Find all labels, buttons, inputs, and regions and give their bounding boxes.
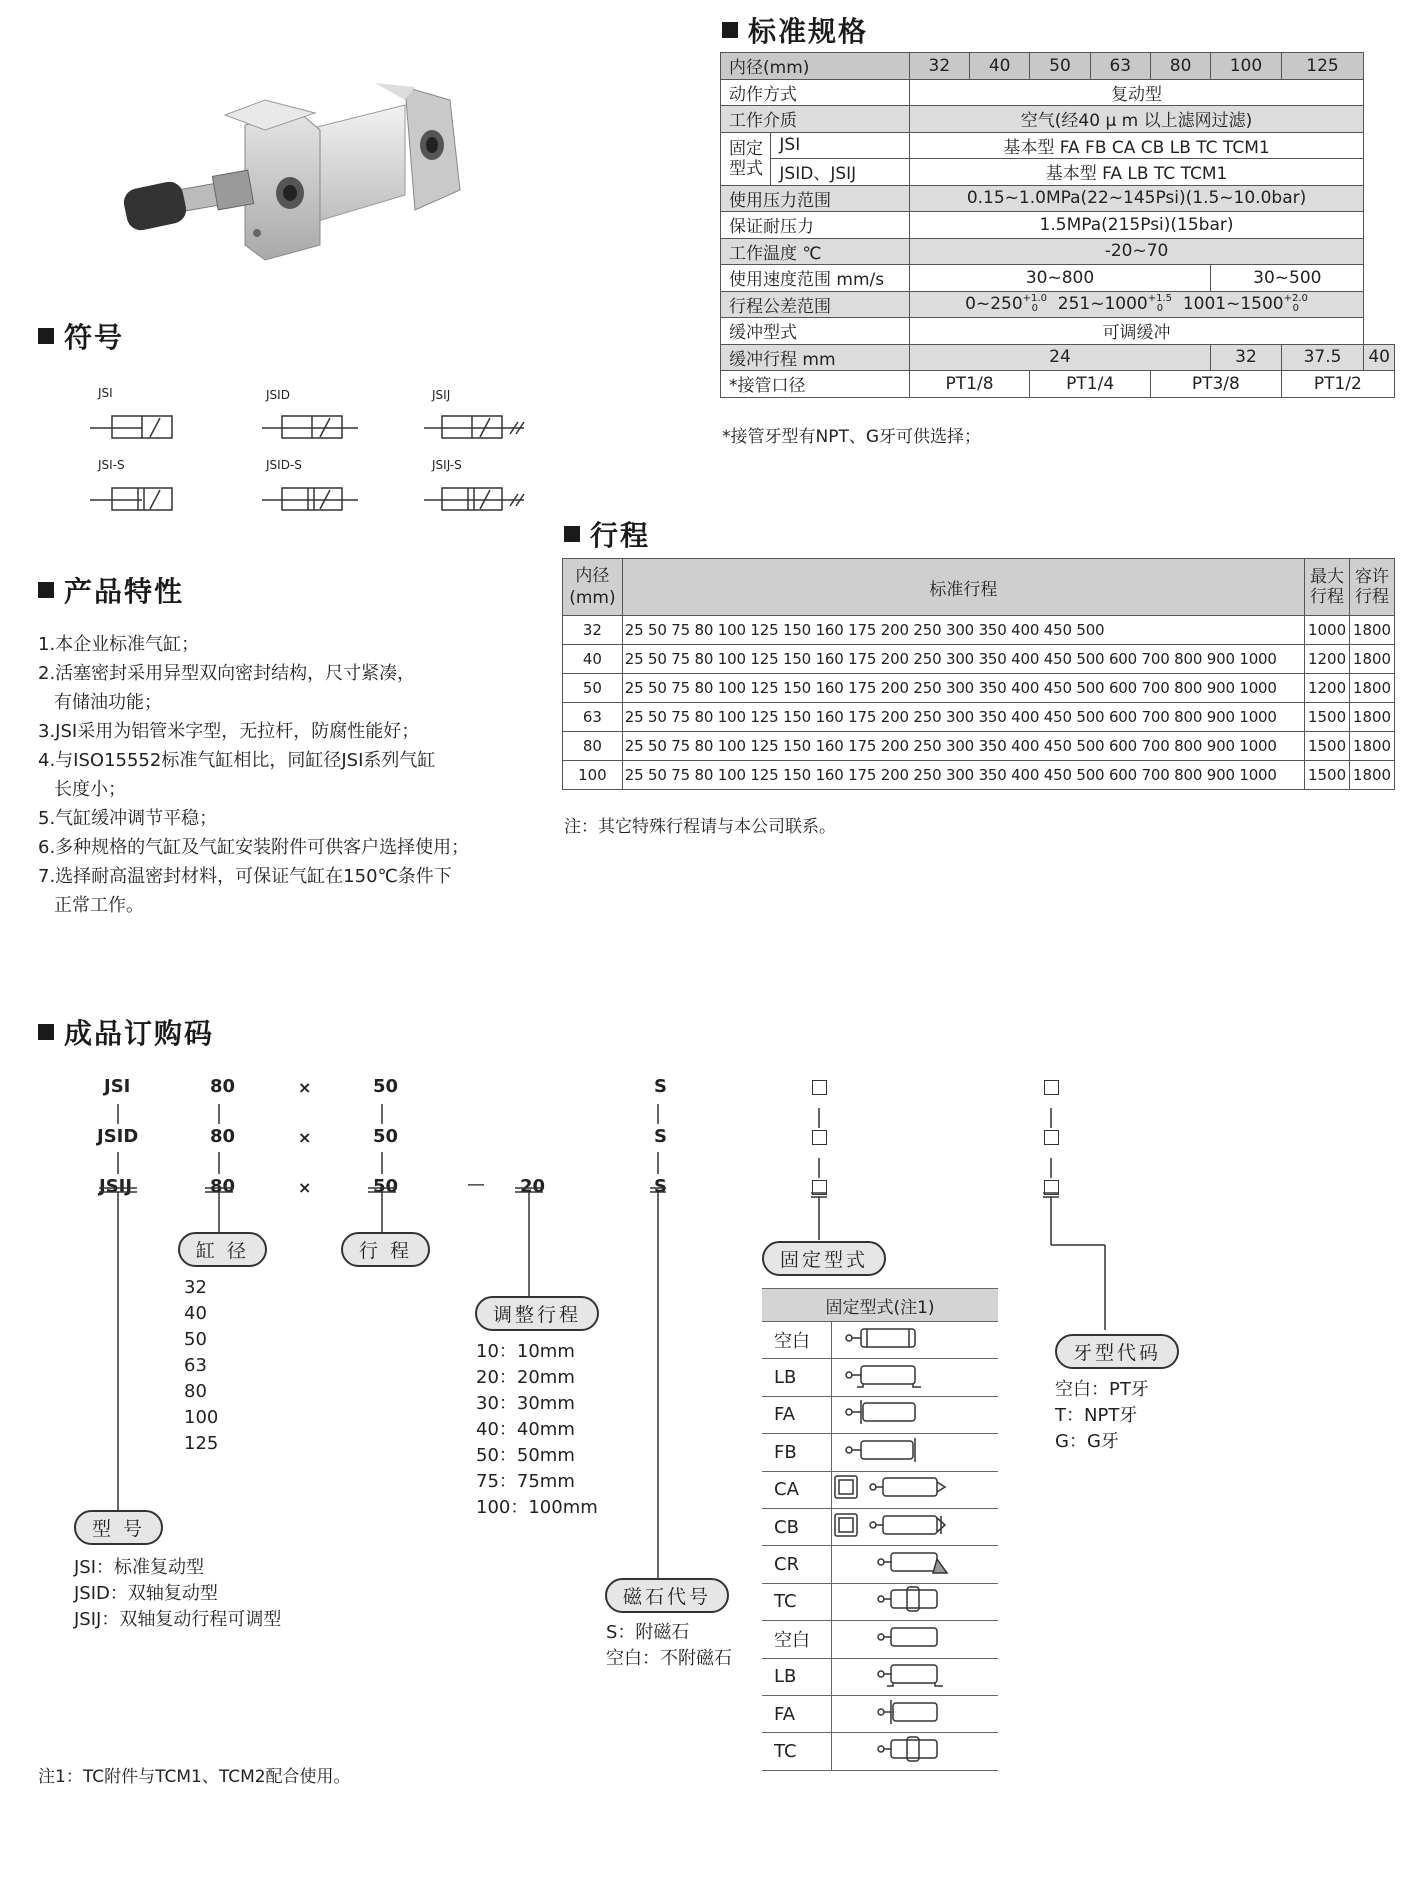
spec-action-label: 动作方式 xyxy=(721,79,910,106)
feature-item: 长度小； xyxy=(54,779,126,800)
stroke-table xyxy=(562,558,1395,790)
stroke-header-std: 标准行程 xyxy=(622,559,1304,616)
spec-pressure-value: 0.15~1.0MPa(22~145Psi)(1.5~10.0bar) xyxy=(909,185,1364,212)
spec-tol-value: 0~250 +1.0 0 251~1000 +1.5 0 1001~1500 +2.0 0 xyxy=(909,291,1364,318)
spec-proof-value: 1.5MPa(215Psi)(15bar) xyxy=(909,212,1364,239)
table-row: 50 25 50 75 80 100 125 150 160 175 200 250 300 350 400 450 500 600 700 800 900 1000 1200 1800 xyxy=(563,674,1395,703)
table-row: TC xyxy=(762,1583,998,1620)
spec-bore-value: 100 xyxy=(1211,53,1281,80)
pill-mount: 固定型式 xyxy=(762,1241,886,1276)
spec-bore-value: 50 xyxy=(1030,53,1090,80)
pill-thread: 牙型代码 xyxy=(1055,1334,1179,1369)
table-row: 32 25 50 75 80 100 125 150 160 175 200 250 300 350 400 450 500 1000 1800 xyxy=(563,616,1395,645)
mount-ca-icon xyxy=(832,1471,999,1508)
order-x: × xyxy=(298,1178,312,1197)
table-row: CB xyxy=(762,1508,998,1545)
mount-tc-icon xyxy=(832,1733,999,1770)
order-model-code: JSID xyxy=(97,1126,139,1147)
spec-cstroke-value: 24 xyxy=(909,344,1211,371)
table-row: 63 25 50 75 80 100 125 150 160 175 200 250 300 350 400 450 500 600 700 800 900 1000 1500 1800 xyxy=(563,703,1395,732)
feature-item: 7.选择耐高温密封材料，可保证气缸在150℃条件下 xyxy=(38,866,452,887)
symbol-label: JSIJ-S xyxy=(432,458,462,472)
spec-proof-label: 保证耐压力 xyxy=(721,212,910,239)
order-stroke-code: 50 xyxy=(373,1076,399,1097)
spec-mount-label: 固定 型式 xyxy=(721,132,771,185)
table-row: CA xyxy=(762,1471,998,1508)
spec-cstroke-label: 缓冲行程 mm xyxy=(721,344,910,371)
pill-bore: 缸 径 xyxy=(178,1232,267,1267)
mount-lb-icon xyxy=(832,1359,999,1396)
symbol-label: JSID-S xyxy=(266,458,302,472)
section-symbols-title: 符号 xyxy=(38,316,124,356)
spec-speed-value: 30~500 xyxy=(1211,265,1364,292)
feature-item: 1.本企业标准气缸； xyxy=(38,634,200,655)
table-row: 40 25 50 75 80 100 125 150 160 175 200 250 300 350 400 450 500 600 700 800 900 1000 1200 1800 xyxy=(563,645,1395,674)
order-stroke-code: 50 xyxy=(373,1176,399,1197)
table-row: LB xyxy=(762,1658,998,1695)
spec-bore-label: 内径(mm) xyxy=(721,53,910,80)
mount-basic-icon xyxy=(832,1322,999,1359)
spec-action-value: 复动型 xyxy=(909,79,1364,106)
order-bore-code: 80 xyxy=(210,1076,236,1097)
spec-bore-value: 63 xyxy=(1090,53,1150,80)
symbol-label: JSI-S xyxy=(98,458,125,472)
mount-lb-icon xyxy=(832,1658,999,1695)
table-row: TC xyxy=(762,1733,998,1770)
spec-speed-value: 30~800 xyxy=(909,265,1211,292)
mount-cr-icon xyxy=(832,1546,999,1583)
spec-temp-value: -20~70 xyxy=(909,238,1364,265)
mount-basic-icon xyxy=(832,1621,999,1658)
spec-pressure-label: 使用压力范围 xyxy=(721,185,910,212)
feature-item: 正常工作。 xyxy=(54,895,144,916)
mount-cb-icon xyxy=(832,1508,999,1545)
feature-item: 6.多种规格的气缸及气缸安装附件可供客户选择使用； xyxy=(38,837,470,858)
pill-stroke: 行 程 xyxy=(341,1232,430,1267)
order-mag-code: S xyxy=(654,1126,667,1147)
spec-port-value: PT3/8 xyxy=(1150,371,1281,398)
table-row: 空白 xyxy=(762,1322,998,1359)
spec-temp-label: 工作温度 ℃ xyxy=(721,238,910,265)
spec-mount-jsid: JSID、JSIJ xyxy=(771,159,909,186)
order-mag-code: S xyxy=(654,1076,667,1097)
mount-fb-icon xyxy=(832,1434,999,1471)
cylinder-product-image xyxy=(115,75,535,305)
spec-port-value: PT1/4 xyxy=(1030,371,1151,398)
table-row: CR xyxy=(762,1546,998,1583)
feature-item: 有储油功能； xyxy=(54,692,162,713)
mount-fa-icon xyxy=(832,1396,999,1433)
adjust-stroke-list: 10：10mm 20：20mm 30：30mm 40：40mm 50：50mm 75：75mm 100：100mm xyxy=(476,1341,598,1518)
mount-table xyxy=(762,1288,998,1771)
section-order-title: 成品订购码 xyxy=(38,1012,214,1052)
pill-model: 型 号 xyxy=(74,1510,163,1545)
stroke-note: 注：其它特殊行程请与本公司联系。 xyxy=(564,817,836,837)
mount-table-header: 固定型式(注1) xyxy=(762,1289,998,1322)
order-x: × xyxy=(298,1128,312,1147)
spec-medium-value: 空气(经40 μ m 以上滤网过滤) xyxy=(909,106,1364,133)
section-stroke-title: 行程 xyxy=(564,514,650,554)
symbol-label: JSIJ xyxy=(432,388,451,402)
spec-table xyxy=(720,52,1395,398)
thread-list: 空白：PT牙 T：NPT牙 G：G牙 xyxy=(1055,1379,1149,1452)
order-model-code: JSIJ xyxy=(99,1176,133,1197)
stroke-header-max: 最大 行程 xyxy=(1305,559,1350,616)
order-mag-code: S xyxy=(654,1176,667,1197)
symbol-label: JSI xyxy=(98,386,113,400)
spec-mount-jsid-value: 基本型 FA LB TC TCM1 xyxy=(909,159,1364,186)
feature-item: 5.气缸缓冲调节平稳； xyxy=(38,808,218,829)
spec-bore-value: 125 xyxy=(1281,53,1364,80)
feature-item: 2.活塞密封采用异型双向密封结构，尺寸紧凑， xyxy=(38,663,416,684)
spec-cstroke-value: 32 xyxy=(1211,344,1281,371)
stroke-header-bore: 内径 (mm) xyxy=(563,559,623,616)
order-bore-code: 80 xyxy=(210,1176,236,1197)
table-row: 80 25 50 75 80 100 125 150 160 175 200 250 300 350 400 450 500 600 700 800 900 1000 1500 1800 xyxy=(563,732,1395,761)
table-row: FB xyxy=(762,1434,998,1471)
pill-adjust-stroke: 调整行程 xyxy=(475,1296,599,1331)
spec-mount-jsi: JSI xyxy=(771,132,909,159)
pill-magnet: 磁石代号 xyxy=(605,1578,729,1613)
section-spec-title: 标准规格 xyxy=(722,10,868,50)
order-x: × xyxy=(298,1078,312,1097)
spec-bore-value: 32 xyxy=(909,53,969,80)
order-model-code: JSI xyxy=(104,1076,131,1097)
spec-speed-label: 使用速度范围 mm/s xyxy=(721,265,910,292)
spec-mount-jsi-value: 基本型 FA FB CA CB LB TC TCM1 xyxy=(909,132,1364,159)
spec-port-label: *接管口径 xyxy=(721,371,910,398)
table-row: LB xyxy=(762,1359,998,1396)
magnet-list: S：附磁石 空白：不附磁石 xyxy=(606,1622,732,1669)
feature-list xyxy=(38,630,469,920)
spec-port-value: PT1/8 xyxy=(909,371,1030,398)
spec-bore-value: 80 xyxy=(1150,53,1210,80)
spec-medium-label: 工作介质 xyxy=(721,106,910,133)
cylinder-symbols-icon xyxy=(90,404,540,524)
feature-item: 3.JSI采用为铝管米字型，无拉杆，防腐性能好； xyxy=(38,721,420,742)
table-row: FA xyxy=(762,1396,998,1433)
feature-item: 4.与ISO15552标准气缸相比，同缸径JSI系列气缸 xyxy=(38,750,436,771)
spec-cstroke-value: 37.5 xyxy=(1281,344,1364,371)
mount-tc-icon xyxy=(832,1583,999,1620)
order-stroke-code: 50 xyxy=(373,1126,399,1147)
spec-cstroke-value: 40 xyxy=(1364,344,1395,371)
footnote: 注1：TC附件与TCM1、TCM2配合使用。 xyxy=(38,1767,351,1787)
order-dash: — xyxy=(467,1174,485,1195)
spec-cushion-value: 可调缓冲 xyxy=(909,318,1364,345)
mount-fa-icon xyxy=(832,1695,999,1732)
table-row: 空白 xyxy=(762,1621,998,1658)
symbol-grid xyxy=(90,382,540,522)
table-row: FA xyxy=(762,1695,998,1732)
section-features-title: 产品特性 xyxy=(38,570,184,610)
table-row: 100 25 50 75 80 100 125 150 160 175 200 250 300 350 400 450 500 600 700 800 900 1000 1500 1800 xyxy=(563,761,1395,790)
spec-note: *接管牙型有NPT、G牙可供选择； xyxy=(722,427,982,447)
symbol-label: JSID xyxy=(266,388,290,402)
stroke-header-allow: 容许 行程 xyxy=(1350,559,1395,616)
order-bore-code: 80 xyxy=(210,1126,236,1147)
spec-bore-value: 40 xyxy=(970,53,1030,80)
bore-list: 32 40 50 63 80 100 125 xyxy=(184,1277,219,1454)
spec-port-value: PT1/2 xyxy=(1281,371,1394,398)
spec-tol-label: 行程公差范围 xyxy=(721,291,910,318)
order-adj-code: 20 xyxy=(520,1176,546,1197)
model-list: JSI：标准复动型 JSID：双轴复动型 JSIJ：双轴复动行程可调型 xyxy=(74,1557,282,1630)
spec-cushion-label: 缓冲型式 xyxy=(721,318,910,345)
